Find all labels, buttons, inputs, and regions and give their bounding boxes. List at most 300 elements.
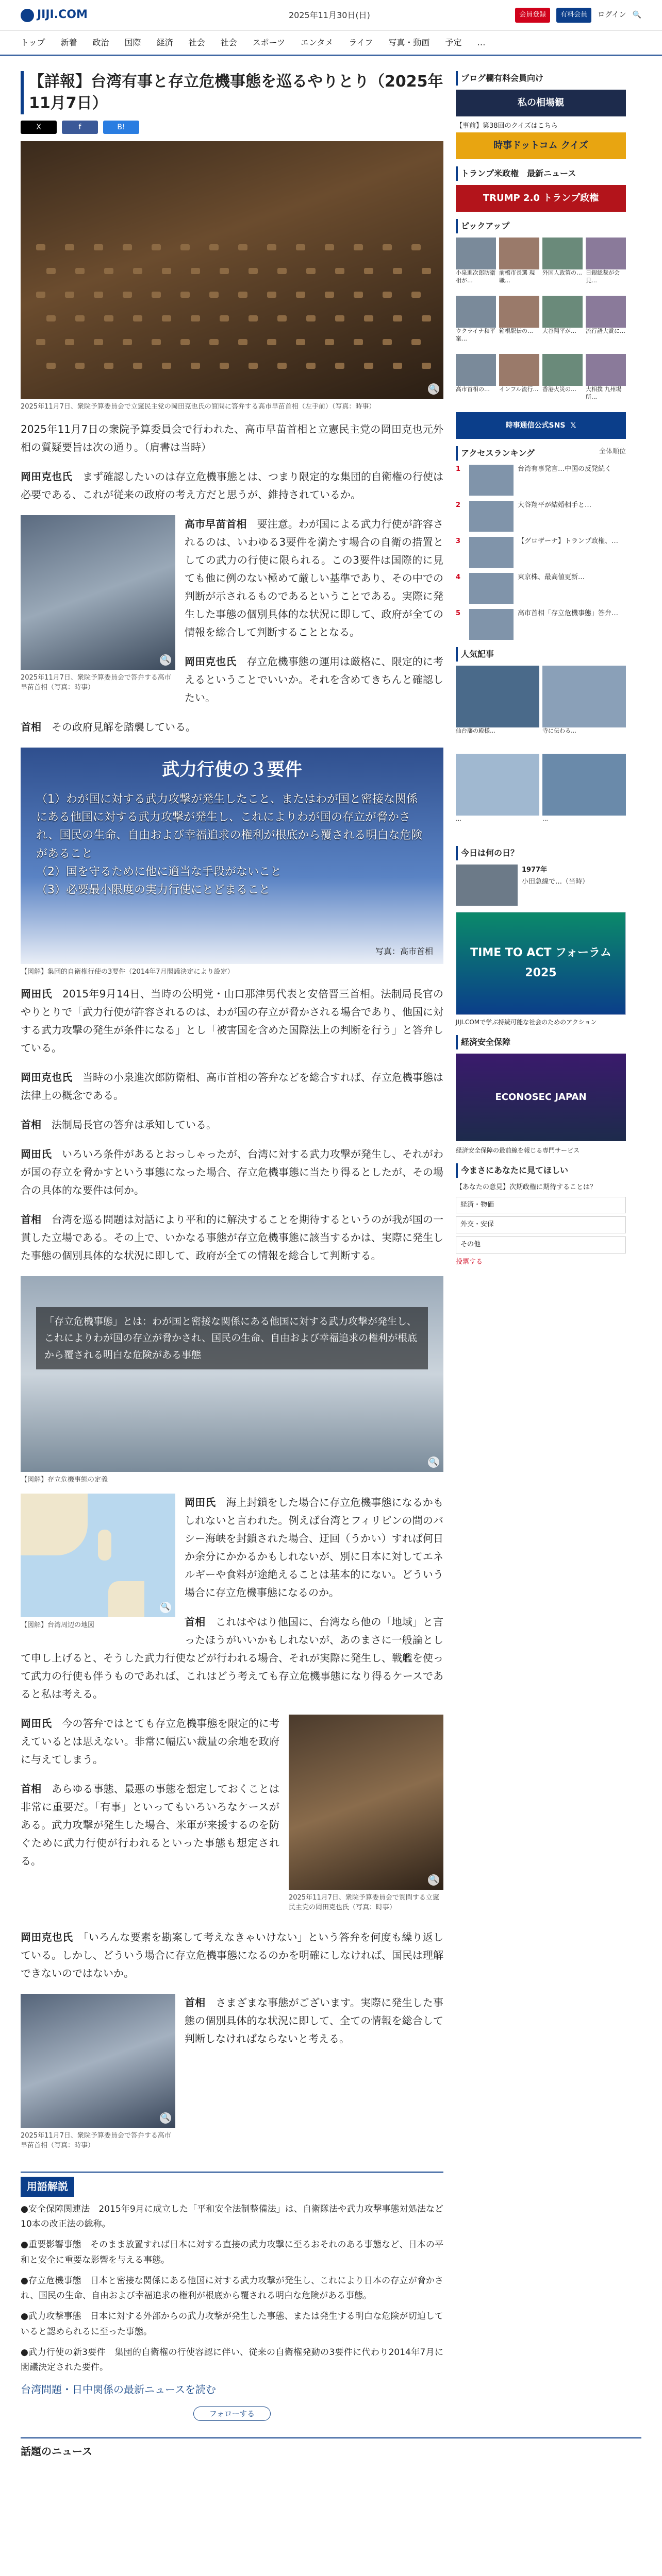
- taiwan-map[interactable]: [21, 1494, 175, 1617]
- rank-number: 3: [456, 537, 461, 545]
- ranking-list: [456, 465, 626, 640]
- assembly-seat: [325, 244, 334, 250]
- ranking-item[interactable]: [456, 501, 626, 532]
- poll-option[interactable]: その他: [456, 1236, 626, 1253]
- popular-caption: …: [456, 815, 461, 822]
- assembly-seat: [306, 268, 316, 274]
- assembly-seat: [267, 292, 276, 298]
- assembly-seat: [238, 339, 247, 345]
- article-title: 【詳報】台湾有事と存立危機事態を巡るやりとり（2025年11月7日）: [21, 71, 443, 114]
- ad-sub[interactable]: JIJI.COMで学ぶ持続可能な社会のためのアクション: [456, 1018, 597, 1026]
- assembly-seat: [75, 315, 85, 321]
- site-logo[interactable]: [21, 5, 88, 25]
- assembly-seat: [123, 339, 132, 345]
- assembly-seat: [133, 268, 142, 274]
- assembly-seat: [123, 292, 132, 298]
- assembly-seat: [277, 268, 287, 274]
- map-land-taiwan: [98, 1530, 111, 1561]
- pickup-thumbnail: [456, 296, 496, 328]
- assembly-seat: [277, 315, 287, 321]
- assembly-seat: [411, 292, 421, 298]
- assembly-seat: [335, 268, 344, 274]
- rank-number: 4: [456, 573, 461, 581]
- ad-title: TIME TO ACT フォーラム2025: [470, 946, 611, 979]
- zoom-icon[interactable]: 🔍: [428, 1456, 439, 1468]
- sidebar-heading: [456, 71, 626, 86]
- photo-caption: 2025年11月7日、衆院予算委員会で答弁する高市早苗首相（写真：時事）: [21, 2131, 171, 2149]
- logo-mark-icon: [21, 9, 34, 22]
- trump-banner[interactable]: TRUMP 2.0 トランプ政権: [456, 185, 626, 212]
- paragraph-text: これはやはり他国に、台湾なら他の「地域」と言ったほうがいいかもしれないが、あのまさに一般論として申し上げると、そうした武力行使などが行われる場合、それが実際に発生し、戦艦を使って武力の行使も伴うものであれば、これはどう考えても存立危機事態になり得るケースであると私は考える。: [21, 1615, 444, 1700]
- assembly-seat: [75, 268, 85, 274]
- share-x-button[interactable]: X: [21, 121, 57, 134]
- register-button[interactable]: 会員登録: [515, 8, 550, 23]
- assembly-seat: [191, 268, 200, 274]
- photo-caption: 2025年11月7日、衆院予算委員会で立憲民主党の岡田克也氏の質問に答弁する高市早苗首相（左手前）（写真：時事）: [21, 403, 376, 411]
- assembly-seat: [393, 363, 402, 369]
- paragraph-text: その政府見解を踏襲している。: [52, 720, 196, 733]
- assembly-seat: [306, 315, 316, 321]
- pickup-thumbnail: [542, 354, 583, 386]
- assembly-seat: [180, 292, 190, 298]
- assembly-seat: [364, 315, 373, 321]
- assembly-seat: [238, 244, 247, 250]
- login-link[interactable]: ログイン: [598, 11, 626, 20]
- assembly-seat: [36, 244, 45, 250]
- assembly-seat: [249, 268, 258, 274]
- paragraph: [21, 1928, 443, 1982]
- figure-credit: 写真：高市首相: [375, 946, 433, 956]
- assembly-seat: [209, 244, 219, 250]
- paragraph: [21, 1116, 443, 1134]
- pickup-thumbnail: [586, 296, 626, 328]
- poll-question: 【あなたの意見】次期政権に期待することは？: [456, 1183, 597, 1191]
- rank-thumbnail: [469, 465, 514, 496]
- assembly-seat: [220, 268, 229, 274]
- pickup-item[interactable]: [499, 354, 539, 409]
- paragraph-text: 存立危機事態の運用は厳格に、限定的に考えるということでいいか。それを含めてきちんと確認したい。: [185, 655, 444, 704]
- nav-item[interactable]: 社会: [220, 38, 237, 47]
- share-hatena-button[interactable]: B!: [103, 121, 139, 134]
- rank-thumbnail: [469, 501, 514, 532]
- search-icon[interactable]: 🔍: [632, 11, 641, 20]
- ranking-item[interactable]: [456, 465, 626, 496]
- nav-item[interactable]: スポーツ: [252, 38, 285, 47]
- sidebar-heading-text: アクセスランキング: [461, 448, 535, 458]
- pickup-caption: インフル流行…: [499, 385, 539, 393]
- nav-item[interactable]: 新着: [60, 38, 77, 47]
- pickup-item[interactable]: [456, 238, 496, 293]
- breadcrumb: [0, 56, 662, 64]
- paragraph-text: 台湾を巡る問題は対話により平和的に解決することを期待するというのが我が国の一貫した立場である。その上で、いかなる事態が存立危機事態に該当するかは、実際に発生した事態の個別具体的な状況に即して、政府が全ての情報を総合して判断する。: [21, 1213, 443, 1262]
- assembly-seat: [180, 339, 190, 345]
- speaker: 首相: [21, 1213, 41, 1226]
- paragraph: [21, 468, 443, 504]
- quiz-link[interactable]: 【事前】第38回のクイズはこちら: [456, 122, 558, 130]
- paragraph: [21, 985, 443, 1057]
- sns-banner[interactable]: [456, 412, 626, 439]
- pickup-caption: 流行語大賞に…: [586, 327, 625, 334]
- nav-item[interactable]: エンタメ: [301, 38, 334, 47]
- assembly-seat: [209, 292, 219, 298]
- ranking-item[interactable]: [456, 537, 626, 568]
- assembly-seat: [152, 339, 161, 345]
- speaker: 岡田克也氏: [185, 655, 237, 668]
- header-date: 2025年11月30日(日): [289, 10, 370, 20]
- definition-figure[interactable]: [21, 1276, 443, 1472]
- assembly-seat: [267, 244, 276, 250]
- assembly-seat: [393, 268, 402, 274]
- forum-ad[interactable]: [456, 912, 626, 1015]
- nav-item[interactable]: 経済: [156, 38, 173, 47]
- definition-text: 「存立危機事態」とは：わが国と密接な関係にある他国に対する武力攻撃が発生し、これによりわが国の存立が脅かされ、国民の生命、自由および幸福追求の権利が根底から覆される明白な危険がある事態: [36, 1307, 428, 1369]
- rank-number: 1: [456, 465, 461, 473]
- assembly-seat: [104, 363, 113, 369]
- more-news-link[interactable]: 台湾問題・日中関係の最新ニュースを読む: [21, 2383, 216, 2396]
- assembly-seat: [393, 315, 402, 321]
- quiz-banner[interactable]: 時事ドットコム クイズ: [456, 132, 626, 159]
- popular-thumbnail: [456, 754, 539, 816]
- figure-caption: 【図解】集団的自衛権行使の3要件（2014年7月閣議決定により設定）: [21, 968, 234, 976]
- pickup-item[interactable]: [586, 238, 626, 293]
- rank-thumbnail: [469, 609, 514, 640]
- assembly-seat: [65, 339, 74, 345]
- inline-figure: [21, 1994, 175, 2159]
- sidebar-heading: [456, 1163, 626, 1178]
- poll-option[interactable]: 経済・物価: [456, 1197, 626, 1214]
- assembly-seat: [191, 315, 200, 321]
- assembly-seat: [162, 315, 171, 321]
- assembly-seat: [191, 363, 200, 369]
- zoom-icon[interactable]: 🔍: [160, 654, 171, 666]
- article-intro: 2025年11月7日の衆院予算委員会で行われた、高市早苗首相と立憲民主党の岡田克也元外相の質疑要旨は次の通り。（肩書は当時）: [21, 422, 443, 453]
- pickup-caption: 小泉進次郎防衛相が…: [456, 269, 495, 284]
- requirement-item: （2）国を守るために他に適当な手段がないこと: [36, 865, 282, 878]
- sidebar-heading-text: ピックアップ: [461, 221, 510, 231]
- assembly-seat: [46, 268, 56, 274]
- rank-number: 2: [456, 501, 461, 509]
- popular-caption: 仙台藩の殿様…: [456, 727, 495, 734]
- paragraph-text: いろいろ条件があるとおっしゃったが、台湾に対する武力攻撃が発生し、それがわが国の存立を脅かすという事態になった場合、存立危機事態に当たり得るとしたが、その場合の具体的な要件は何か。: [21, 1148, 443, 1196]
- assembly-seat: [296, 244, 305, 250]
- assembly-seat: [94, 244, 103, 250]
- sidebar-heading-text: 今まさにあなたに見てほしい: [461, 1165, 569, 1175]
- figure-caption: 【図解】存立危機事態の定義: [21, 1476, 108, 1484]
- assembly-seat: [36, 292, 45, 298]
- assembly-seat: [354, 292, 363, 298]
- assembly-seat: [422, 363, 431, 369]
- assembly-seat: [104, 268, 113, 274]
- zoom-icon[interactable]: 🔍: [160, 1602, 171, 1613]
- paragraph: [21, 1145, 443, 1199]
- sidebar-heading: [456, 647, 626, 662]
- sidebar-heading: [456, 846, 626, 860]
- assembly-seat: [383, 244, 392, 250]
- pickup-item[interactable]: [542, 296, 583, 351]
- popular-item[interactable]: [542, 754, 626, 839]
- speaker: 岡田氏: [185, 1496, 216, 1509]
- assembly-seat: [422, 268, 431, 274]
- pickup-item[interactable]: [456, 354, 496, 409]
- content-area: [0, 64, 662, 2427]
- speaker: 首相: [21, 1118, 41, 1131]
- assembly-seat: [325, 339, 334, 345]
- inline-figure: [289, 1715, 443, 1921]
- assembly-seat: [94, 339, 103, 345]
- sidebar-heading-text: 今日は何の日？: [461, 848, 519, 858]
- assembly-seat: [65, 244, 74, 250]
- assembly-seat: [249, 363, 258, 369]
- ranking-item[interactable]: [456, 573, 626, 604]
- assembly-seat: [277, 363, 287, 369]
- pickup-thumbnail: [499, 238, 539, 269]
- glossary-section: [21, 2172, 443, 2376]
- share-facebook-button[interactable]: f: [62, 121, 98, 134]
- zoom-icon[interactable]: 🔍: [428, 1874, 439, 1886]
- assembly-seat: [296, 292, 305, 298]
- figure-title: 武力行使の３要件: [162, 759, 302, 780]
- assembly-seat: [36, 339, 45, 345]
- speaker: 岡田克也氏: [21, 1930, 73, 1943]
- sidebar-heading: [456, 219, 626, 233]
- nav-item[interactable]: ライフ: [349, 38, 373, 47]
- ranking-item[interactable]: [456, 609, 626, 640]
- assembly-seat: [383, 292, 392, 298]
- pickup-caption: 高市首相の…: [456, 385, 490, 393]
- speaker: 首相: [21, 1782, 42, 1795]
- glossary-title: 用語解説: [21, 2177, 74, 2197]
- figure-caption: 【図解】台湾周辺の地図: [21, 1621, 95, 1629]
- pickup-caption: 香港火災の…: [542, 385, 576, 393]
- assembly-seat: [104, 315, 113, 321]
- assembly-seat: [354, 244, 363, 250]
- rank-title: 高市首相「存立危機事態」答弁…: [518, 609, 619, 617]
- assembly-seat: [364, 363, 373, 369]
- assembly-seat: [335, 315, 344, 321]
- sidebar-heading-text: トランプ米政権 最新ニュース: [461, 168, 576, 178]
- paragraph-text: まず確認したいのは存立危機事態とは、つまり限定的な集団的自衛権の行使は必要である、これが従来の政府の考え方だと思うが、維持されているか。: [21, 470, 443, 501]
- speaker: 岡田氏: [21, 1148, 52, 1160]
- more-link-row: [21, 2381, 443, 2399]
- nav-item[interactable]: トップ: [21, 38, 45, 47]
- poll-option[interactable]: 外交・安保: [456, 1216, 626, 1233]
- sidebar-heading-text: ブログ欄有料会員向け: [461, 73, 544, 83]
- rank-title: 台湾有事発言…中国の反発続く: [518, 465, 612, 473]
- sidebar-heading: [456, 446, 626, 461]
- econosec-desc: 経済安全保障の最前線を報じる専門サービス: [456, 1146, 580, 1154]
- assembly-seat: [364, 268, 373, 274]
- requirement-item: （3）必要最小限度の実力行使にとどまること: [36, 883, 270, 896]
- pickup-thumbnail: [499, 354, 539, 386]
- map-land-china: [21, 1494, 88, 1555]
- speaker: 岡田克也氏: [21, 470, 72, 483]
- sidebar-heading-text: 経済安全保障: [461, 1037, 511, 1047]
- today-photo: [456, 865, 518, 906]
- assembly-seat: [152, 244, 161, 250]
- poll-submit-link[interactable]: 投票する: [456, 1258, 483, 1266]
- speaker: 岡田氏: [21, 1717, 52, 1730]
- logo-text: JIJI.COM: [37, 8, 88, 22]
- assembly-seat: [249, 315, 258, 321]
- pickup-item[interactable]: [542, 354, 583, 409]
- paragraph-text: さまざまな事態がございます。実際に発生した事態の個別具体的な状況に即して、全ての情報を総合して判断しなければならないと考える。: [185, 1996, 444, 2045]
- share-buttons: [21, 121, 443, 134]
- paragraph-text: 当時の小泉進次郎防衛相、高市首相の答弁などを総合すれば、存立危機事態は法律上の概念である。: [21, 1071, 443, 1101]
- popular-caption: …: [542, 815, 548, 822]
- assembly-seat: [422, 315, 431, 321]
- paragraph-text: 2015年9月14日、当時の公明党・山口那津男代表と安倍晋三首相。法制局長官のやりとりで「武力行使が許容されるのは、わが国の存立が脅かされる場合であり、他国に対する武力攻撃の発生が条件になる」とし「被害国を含めた国際法上の判断を行う」と答弁している。: [21, 988, 444, 1054]
- zoom-icon[interactable]: 🔍: [160, 2112, 171, 2124]
- paragraph-text: 法制局長官の答弁は承知している。: [52, 1118, 217, 1131]
- pickup-item[interactable]: [499, 296, 539, 351]
- popular-caption: 寺に伝わる…: [542, 727, 576, 734]
- assembly-seat: [411, 339, 421, 345]
- nav-item[interactable]: 国際: [124, 38, 141, 47]
- pickup-thumbnail: [542, 296, 583, 328]
- zoom-icon[interactable]: 🔍: [428, 383, 439, 395]
- pickup-caption: 箱根駅伝の…: [499, 327, 533, 334]
- requirement-item: （1）わが国に対する武力攻撃が発生したこと、またはわが国と密接な関係にある他国に対する武力攻撃が発生し、これによりわが国の存立が脅かされ、国民の生命、自由および幸福追求の権利が根底から覆される明白な危険があること: [36, 793, 423, 860]
- three-requirements-figure[interactable]: [21, 748, 443, 964]
- assembly-seat: [238, 292, 247, 298]
- assembly-seat: [152, 292, 161, 298]
- premium-button[interactable]: 有料会員: [556, 8, 591, 23]
- pickup-caption: 前橋市長選 現職…: [499, 269, 535, 284]
- photo-caption: 2025年11月7日、衆院予算委員会で答弁する高市早苗首相（写真：時事）: [21, 673, 171, 691]
- assembly-seat: [383, 339, 392, 345]
- assembly-seat: [133, 315, 142, 321]
- assembly-seat: [220, 363, 229, 369]
- inline-figure: [21, 1494, 175, 1639]
- speaker: 首相: [185, 1615, 206, 1628]
- popular-item[interactable]: [542, 666, 626, 751]
- assembly-seat: [75, 363, 85, 369]
- paragraph: [21, 718, 443, 736]
- glossary-item: ●存立危機事態 日本と密接な関係にある他国に対する武力攻撃が発生し、これにより日本の存立が脅かされ、国民の生命、自由および幸福追求の権利が根底から覆される明白な危険がある事態。: [21, 2275, 443, 2301]
- today-item[interactable]: [456, 865, 626, 906]
- assembly-seat: [94, 292, 103, 298]
- pickup-caption: 日銀総裁が会見…: [586, 269, 620, 284]
- popular-thumbnail: [542, 666, 626, 727]
- market-view-banner[interactable]: 私の相場観: [456, 90, 626, 116]
- econosec-banner[interactable]: ECONOSEC JAPAN: [456, 1054, 626, 1141]
- map-land-philippines: [108, 1581, 144, 1617]
- speaker: 首相: [185, 1996, 206, 2009]
- pickup-grid: [456, 238, 626, 409]
- takaichi-photo-2[interactable]: [21, 1994, 175, 2128]
- nav-item[interactable]: 予定: [445, 38, 462, 47]
- paragraph: [21, 1211, 443, 1265]
- site-header: [0, 0, 662, 31]
- today-year: 1977年: [522, 866, 548, 874]
- pickup-thumbnail: [542, 238, 583, 269]
- popular-item[interactable]: [456, 754, 539, 839]
- paragraph-text: 海上封鎖をした場合に存立危機事態になるかもしれないと言われた。例えば台湾とフィリピンの間のバシー海峡を封鎖された場合、迂回（うかい）すれば何日か余分にかかるかもしれないが、別に日本に対してエネルギーや食料が途絶えることは基本的にない。どういう場合に存立危機事態になるのか。: [185, 1496, 444, 1599]
- speaker: 首相: [21, 720, 41, 733]
- paragraph-text: 「いろんな要素を勘案して考えなきゃいけない」という答弁を何度も繰り返している。しかし、どういう場合に存立危機事態になるのかを明確にしなければ、国民は理解できないのではないか。: [21, 1930, 443, 1979]
- takaichi-photo[interactable]: [21, 515, 175, 670]
- popular-item[interactable]: [456, 666, 539, 751]
- paragraph-text: あらゆる事態、最悪の事態を想定しておくことは非常に重要だ。「有事」といってもいろいろなケースがある。武力攻撃が発生した場合、米軍が来援するのを防ぐために武力行使が行われるといった事態も想定される。: [21, 1782, 280, 1867]
- pickup-caption: ウクライナ和平案…: [456, 327, 495, 342]
- glossary-item: ●武力行使の新3要件 集団的自衛権の行使容認に伴い、従来の自衛権発動の3要件に代わり2014年7月に閣議決定された要件。: [21, 2347, 443, 2373]
- x-icon: 𝕏: [570, 421, 576, 430]
- speaker: 高市早苗首相: [185, 517, 247, 530]
- popular-thumbnail: [456, 666, 539, 727]
- header-actions: [515, 8, 641, 23]
- nav-item[interactable]: 社会: [188, 38, 205, 47]
- pickup-thumbnail: [456, 354, 496, 386]
- glossary-item: ●安全保障関連法 2015年9月に成立した「平和安全法制整備法」は、自衛隊法や武力攻撃事態対処法など10本の改正法の総称。: [21, 2204, 443, 2230]
- assembly-seat: [267, 339, 276, 345]
- pickup-thumbnail: [586, 238, 626, 269]
- speaker: 岡田克也氏: [21, 1071, 72, 1083]
- assembly-seat: [46, 363, 56, 369]
- sidebar-heading: [456, 1035, 626, 1049]
- pickup-thumbnail: [499, 296, 539, 328]
- rank-thumbnail: [469, 537, 514, 568]
- article-main-photo[interactable]: [21, 141, 443, 399]
- popular-thumbnail: [542, 754, 626, 816]
- pickup-item[interactable]: [456, 296, 496, 351]
- paragraph-text: 今の答弁ではとても存立危機事態を限定的に考えているとは思えない。非常に幅広い裁量の余地を政府に与えてしまう。: [21, 1717, 280, 1766]
- okada-photo[interactable]: [289, 1715, 443, 1890]
- article-main: [21, 64, 443, 2427]
- speaker: 岡田氏: [21, 988, 52, 1000]
- assembly-seat: [209, 339, 219, 345]
- photo-caption: 2025年11月7日、衆院予算委員会で質問する立憲民主党の岡田克也氏（写真：時事）: [289, 1893, 439, 1911]
- paragraph: [21, 1069, 443, 1105]
- rank-title: 東京株、最高値更新…: [518, 573, 585, 581]
- inline-figure: [21, 515, 175, 701]
- glossary-item: ●重要影響事態 そのまま放置すれば日本に対する直接の武力攻撃に至るおそれのある事態など、日本の平和と安全に重要な影響を与える事態。: [21, 2240, 443, 2265]
- nav-item[interactable]: …: [477, 38, 486, 47]
- assembly-seat: [354, 339, 363, 345]
- assembly-seat: [335, 363, 344, 369]
- pickup-item[interactable]: [542, 238, 583, 293]
- nav-item[interactable]: 写真・動画: [388, 38, 430, 47]
- assembly-seat: [296, 339, 305, 345]
- global-nav: [0, 31, 662, 56]
- assembly-seat: [411, 244, 421, 250]
- pickup-item[interactable]: [586, 354, 626, 409]
- assembly-seat: [162, 268, 171, 274]
- pickup-item[interactable]: [499, 238, 539, 293]
- assembly-seat: [46, 315, 56, 321]
- rank-thumbnail: [469, 573, 514, 604]
- assembly-seat: [65, 292, 74, 298]
- related-news-heading: 話題のニュース: [21, 2437, 641, 2461]
- today-body: [522, 865, 589, 906]
- today-text: 小田急線で…（当時）: [522, 877, 589, 886]
- pickup-caption: 大相撲 九州場所…: [586, 385, 622, 400]
- rank-title: 【グロザーナ】トランプ政権、…: [518, 537, 619, 545]
- rank-title: 大谷翔平が結婚相手と…: [518, 501, 592, 509]
- nav-item[interactable]: 政治: [92, 38, 109, 47]
- sns-label: 時事通信公式SNS: [505, 421, 566, 430]
- follow-button[interactable]: フォローする: [193, 2406, 271, 2421]
- ranking-more-link[interactable]: 全体順位: [599, 447, 626, 455]
- paragraph-text: 要注意。わが国による武力行使が許容されるのは、いわゆる3要件を満たす場合の自衛の措置としての武力の行使に限られる。この3要件は国際的に見ても他に例のない極めて厳しい基準であり、その中での判断が示されるものであるということである。実際に発生した事態の個別具体的な状況に即して、政府が全ての情報を総合して判断することとなる。: [185, 517, 444, 638]
- pickup-item[interactable]: [586, 296, 626, 351]
- assembly-seat: [220, 315, 229, 321]
- glossary-item: ●武力攻撃事態 日本に対する外部からの武力攻撃が発生した事態、または発生する明白な危険が切迫していると認められるに至った事態。: [21, 2311, 443, 2337]
- pickup-caption: 大谷翔平が…: [542, 327, 576, 334]
- pickup-caption: 外国人政策の…: [542, 269, 582, 276]
- assembly-seat: [162, 363, 171, 369]
- sidebar-heading-text: 人気記事: [461, 649, 494, 659]
- pickup-thumbnail: [456, 238, 496, 269]
